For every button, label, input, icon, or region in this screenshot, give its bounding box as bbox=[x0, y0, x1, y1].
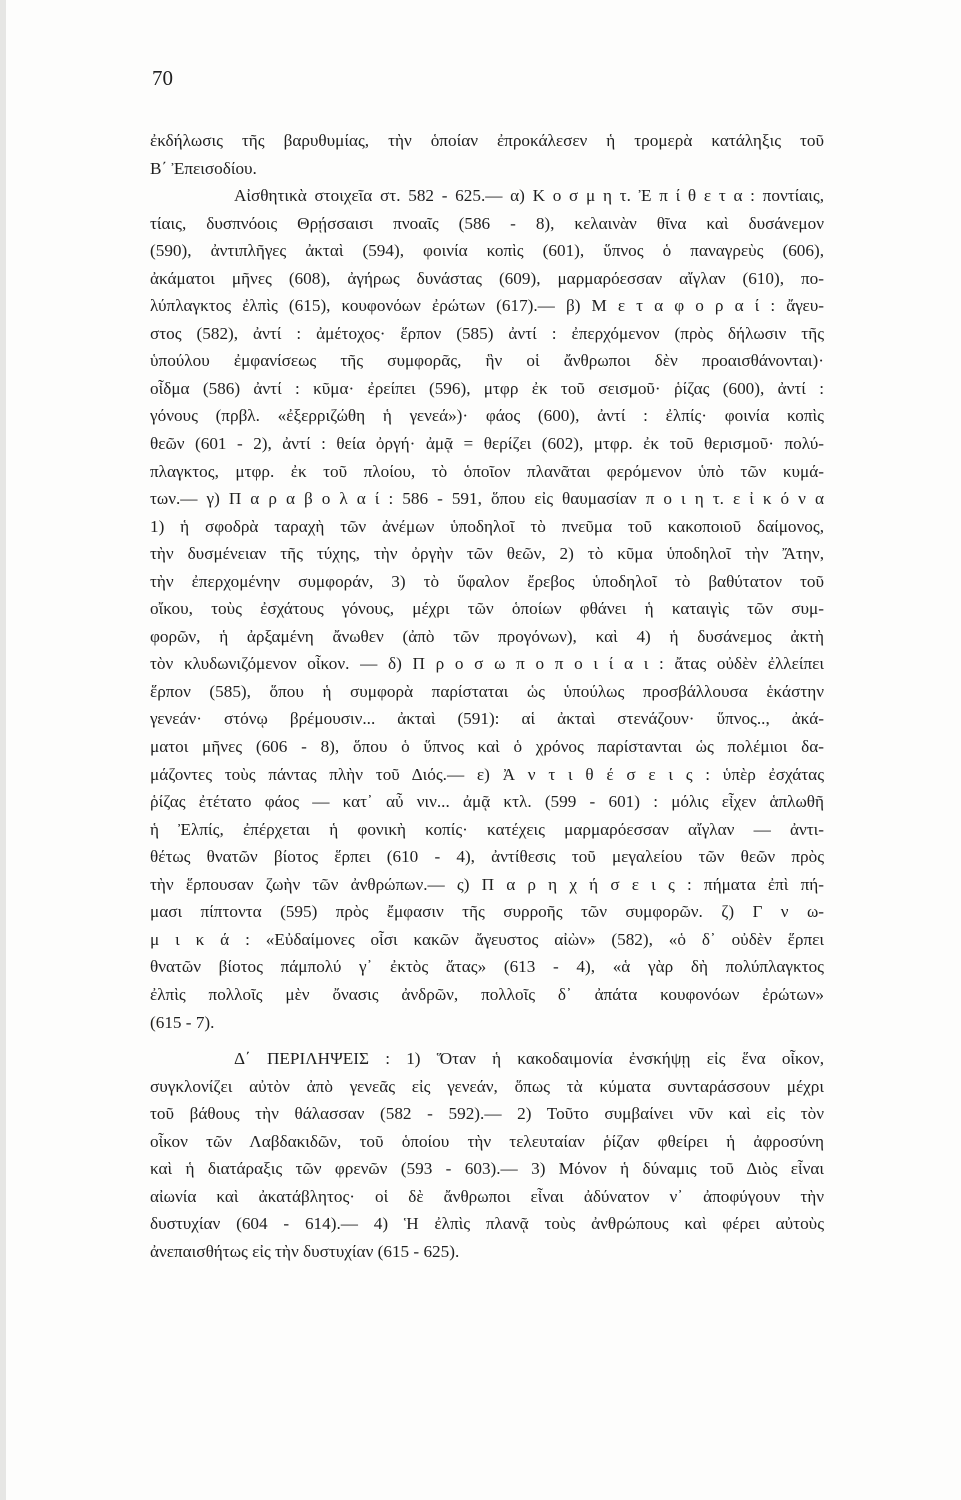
text-line: τὴν δυσμένειαν τῆς τύχης, τὴν ὀργὴν τῶν θεῶν, 2) τὸ κῦμα ὑποδηλοῖ τὴν Ἄτην, bbox=[150, 544, 824, 564]
text-line: οἶδμα (586) ἀντί : κῦμα· ἐρείπει (596), μτφρ ἐκ τοῦ σεισμοῦ· ῥίζας (600), ἀντί : bbox=[150, 378, 824, 398]
text-line: μ ι κ ά : «Εὐδαίμονες οἷσι κακῶν ἄγευστος αἰὼν» (582), «ὁ δ᾽ οὐδὲν ἕρπει bbox=[150, 929, 824, 949]
text-line: ῥίζας ἐτέτατο φάος — κατ᾽ αὖ νιν... ἀμᾷ κτλ. (599 - 601) : μόλις εἶχεν ἁπλωθῆ bbox=[150, 792, 824, 812]
text-line: ματοι μῆνες (606 - 8), ὅπου ὁ ὕπνος καὶ ὁ χρόνος παρίστανται ὡς πολέμιοι δα- bbox=[150, 737, 824, 757]
text-line: φορῶν, ἡ ἀρξαμένη ἄνωθεν (ἀπὸ τῶν προγόνων), καὶ 4) ἡ δυσάνεμος ἀκτὴ bbox=[150, 626, 824, 646]
text-line: μάζοντες τοὺς πάντας πλὴν τοῦ Διός.— ε) Ἀ ν τ ι θ έ σ ε ι ς : ὑπὲρ ἐσχάτας bbox=[150, 764, 824, 784]
text-line: θέτως θνατῶν βίοτος ἕρπει (610 - 4), ἀντίθεσις τοῦ μεγαλείου τῶν θεῶν πρὸς bbox=[150, 847, 824, 867]
summary-line: ἀνεπαισθήτως εἰς τὴν δυστυχίαν (615 - 625). bbox=[150, 1241, 460, 1261]
page-number: 70 bbox=[152, 66, 173, 90]
text-line: τὸν κλυδωνιζόμενον οἶκον. — δ) Π ρ ο σ ω π ο π ο ι ί α ι : ἄτας οὐδὲν ἐλλείπει bbox=[150, 654, 824, 674]
text-line: οἴκου, τοὺς ἐσχάτους γόνους, μέχρι τῶν ὁποίων φθάνει ἡ καταιγὶς τῶν συμ- bbox=[150, 599, 824, 619]
text-line: ἀκάματοι μῆνες (608), ἀγήρως δυνάστας (609), μαρμαρόεσσαν αἴγλαν (610), πο- bbox=[150, 268, 824, 288]
text-line: ἡ Ἐλπίς, ἐπέρχεται ἡ φονικὴ κοπίς· κατέχεις μαρμαρόεσσαν αἴγλαν — ἀντι- bbox=[150, 819, 824, 839]
text-line: ἐλπὶς πολλοῖς μὲν ὄνασις ἀνδρῶν, πολλοῖς δ᾽ ἀπάτα κουφονόων ἐρώτων» bbox=[150, 984, 824, 1004]
text-line: μασι πίπτοντα (595) πρὸς ἔμφασιν τῆς συρροῆς τῶν συμφορῶν. ζ) Γ ν ω- bbox=[150, 902, 824, 922]
text-line: ἐκδήλωσις τῆς βαρυθυμίας, τὴν ὁποίαν ἐπροκάλεσεν ἡ τρομερὰ κατάληξις τοῦ bbox=[150, 131, 824, 150]
text-line: τὴν ἐπερχομένην συμφοράν, 3) τὸ ὕφαλον ἔρεβος ὑποδηλοῖ τὸ βαθύτατον τοῦ bbox=[150, 571, 824, 591]
text-line: λύπλαγκτος ἐλπὶς (615), κουφονόων ἐρώτων (617).— β) Μ ε τ α φ ο ρ α ί : ἄγευ- bbox=[150, 296, 824, 316]
text-line: στος (582), ἀντί : ἀμέτοχος· ἕρπον (585) ἀντί : ἐπερχόμενον (πρὸς δήλωσιν τῆς bbox=[150, 323, 824, 343]
text-line: Β΄ Ἐπεισοδίου. bbox=[150, 158, 257, 178]
text-line: τίαις, δυσπνόοις Θρῄσσαισι πνοαῖς (586 - 8), κελαινὰν θῖνα καὶ δυσάνεμον bbox=[150, 213, 824, 233]
summary-line: δυστυχίαν (604 - 614).— 4) Ἡ ἐλπὶς πλανᾷ τοὺς ἀνθρώπους καὶ φέρει αὐτοὺς bbox=[150, 1214, 824, 1234]
text-line: θνατῶν βίοτος πάμπολύ γ᾽ ἐκτὸς ἄτας» (613 - 4), «ἁ γὰρ δὴ πολύπλαγκτος bbox=[150, 957, 824, 977]
text-line: πλαγκτος, μτφρ. ἐκ τοῦ πλοίου, τὸ ὁποῖον πλανᾶται φερόμενον ὑπὸ τῶν κυμά- bbox=[150, 461, 824, 481]
summary-line: καὶ ἡ διατάραξις τῶν φρενῶν (593 - 603).— 3) Μόνον ἡ δύναμις τοῦ Διὸς εἶναι bbox=[150, 1159, 824, 1179]
text-line: των.— γ) Π α ρ α β ο λ α ί : 586 - 591, ὅπου εἰς θαυμασίαν π ο ι η τ. ε ἰ κ ό ν α bbox=[150, 489, 824, 509]
text-line: (615 - 7). bbox=[150, 1012, 215, 1032]
text-line: ἕρπον (585), ὅπου ἡ συμφορὰ παρίσταται ὡς ὑπούλως προσβάλλουσα ἑκάστην bbox=[150, 681, 824, 701]
text-line: γενεάν· στόνῳ βρέμουσιν... ἀκταὶ (591): αἱ ἀκταὶ στενάζουν· ὕπνος.., ἀκά- bbox=[150, 709, 824, 729]
text-line: 1) ἡ σφοδρὰ ταραχὴ τῶν ἀνέμων ὑποδηλοῖ τὸ πνεῦμα τοῦ κακοποιοῦ δαίμονος, bbox=[150, 516, 824, 536]
main-text-block bbox=[150, 127, 824, 1265]
page-edge bbox=[0, 0, 6, 1500]
text-line: θεῶν (601 - 2), ἀντί : θεία ὀργή· ἀμᾷ = θερίζει (602), μτφρ. ἐκ τοῦ θερισμοῦ· πολύ- bbox=[150, 434, 824, 454]
text-line: γόνους (πρβλ. «ἐξερριζώθη ἡ γενεά»)· φάος (600), ἀντί : ἐλπίς· φοινία κοπὶς bbox=[150, 406, 824, 426]
summary-line: οἶκον τῶν Λαβδακιδῶν, τοῦ ὁποίου τὴν τελευταίαν ῥίζαν φθείρει ἡ ἀφροσύνη bbox=[150, 1131, 824, 1151]
text-line: ὑπούλου ἐμφανίσεως τῆς συμφορᾶς, ἣν οἱ ἄνθρωποι δὲν προαισθάνονται)· bbox=[150, 351, 824, 371]
section-heading-line: Αἰσθητικὰ στοιχεῖα στ. 582 - 625.— α) Κ ο σ μ η τ. Ἐ π ί θ ε τ α : ποντίαις, bbox=[234, 186, 824, 206]
text-line: τὴν ἕρπουσαν ζωὴν τῶν ἀνθρώπων.— ς) Π α ρ η χ ή σ ε ι ς : πήματα ἐπὶ πή- bbox=[150, 874, 824, 894]
text-line: (590), ἀντιπλῆγες ἀκταὶ (594), φοινία κοπὶς (601), ὕπνος ὁ παναγρεὺς (606), bbox=[150, 241, 824, 261]
summary-line: τοῦ βάθους τὴν θάλασσαν (582 - 592).— 2) Τοῦτο συμβαίνει νῦν καὶ εἰς τὸν bbox=[150, 1104, 824, 1124]
summary-line: αἰωνία καὶ ἀκατάβλητος· οἱ δὲ ἄνθρωποι εἶναι ἀδύνατον ν᾽ ἀποφύγουν τὴν bbox=[150, 1186, 824, 1206]
summary-heading-line: Δ΄ ΠΕΡΙΛΗΨΕΙΣ : 1) Ὅταν ἡ κακοδαιμονία ἐνσκήψῃ εἰς ἕνα οἶκον, bbox=[234, 1049, 824, 1069]
summary-line: συγκλονίζει αὐτὸν ἀπὸ γενεᾶς εἰς γενεάν, ὅπως τὰ κύματα συνταράσσουν μέχρι bbox=[150, 1076, 824, 1096]
